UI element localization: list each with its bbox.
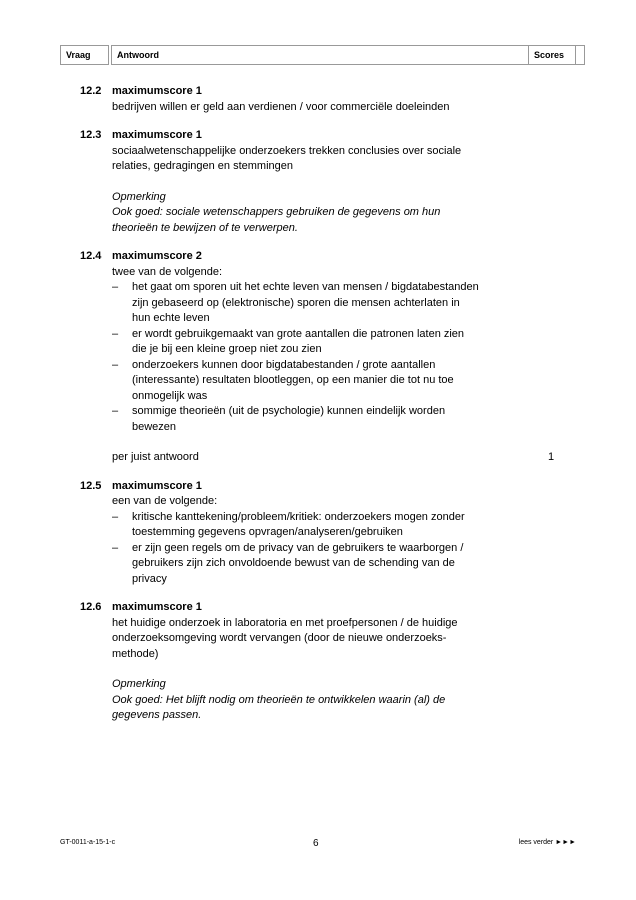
page-number: 6 <box>313 838 319 849</box>
answer-line: sociaalwetenschappelijke onderzoekers trekken conclusies over sociale <box>112 144 462 157</box>
answer-line: bedrijven willen er geld aan verdienen / voor commerciële doeleinden <box>112 100 450 113</box>
list-item: – het gaat om sporen uit het echte leven van mensen / bigdatabestanden zijn gebaseerd op (elektronische) sporen die mensen achterlaten in hun echte leven <box>112 280 532 327</box>
list-item: – er wordt gebruikgemaakt van grote aantallen die patronen laten zien die je bij een kleine groep niet zou zien <box>112 327 532 358</box>
list-item: – sommige theorieën (uit de psychologie) kunnen eindelijk worden bewezen <box>112 404 532 435</box>
note-line: Ook goed: Het blijft nodig om theorieën te ontwikkelen waarin (al) de <box>112 693 446 706</box>
points-value: 1 <box>548 451 555 463</box>
list-item: – kritische kanttekening/probleem/kritiek: onderzoekers mogen zonder toestemming gegevens opvragen/analyseren/gebruiken <box>112 510 532 541</box>
answer-line: het huidige onderzoek in laboratoria en met proefpersonen / de huidige <box>112 616 458 629</box>
answer-intro: een van de volgende: <box>112 495 218 507</box>
question-12-3 <box>0 128 636 236</box>
list-item-line: onmogelijk was <box>132 389 208 402</box>
list-item-line: gebruikers zijn zich onvoldoende bewust van de schending van de <box>132 557 455 569</box>
answer-line: relaties, gedragingen en stemmingen <box>112 160 294 172</box>
max-score: maximumscore 2 <box>112 250 202 262</box>
question-number: 12.5 <box>80 479 102 492</box>
list-item-line: er zijn geen regels om de privacy van de gebruikers te waarborgen / <box>132 541 464 554</box>
list-item-line: sommige theorieën (uit de psychologie) kunnen eindelijk worden <box>132 405 446 417</box>
continue-indicator: lees verder ►►► <box>518 839 576 846</box>
max-score: maximumscore 1 <box>112 479 202 492</box>
list-item-line: bewezen <box>132 420 177 433</box>
question-12-5 <box>0 479 636 588</box>
list-item-line: er wordt gebruikgemaakt van grote aantallen die patronen laten zien <box>132 327 465 340</box>
note-label: Opmerking <box>112 190 166 203</box>
note-line: theorieën te bewijzen of te verwerpen. <box>112 221 298 234</box>
question-12-6 <box>0 600 636 724</box>
answer-line: methode) <box>112 647 159 660</box>
list-item-line: kritische kanttekening/probleem/kritiek: onderzoekers mogen zonder <box>132 510 465 523</box>
answer-list <box>112 510 532 588</box>
answer-list <box>112 280 532 435</box>
max-score: maximumscore 1 <box>112 85 202 97</box>
note-line: gegevens passen. <box>112 709 202 721</box>
note-label: Opmerking <box>112 678 166 690</box>
question-12-4 <box>0 249 636 466</box>
question-number: 12.6 <box>80 601 102 613</box>
list-item-line: toestemming gegevens opvragen/analyseren/gebruiken <box>132 526 403 538</box>
list-item-line: privacy <box>132 572 167 585</box>
list-item-line: onderzoekers kunnen door bigdatabestanden / grote aantallen <box>132 358 436 371</box>
document-code: GT-0011-a-15-1-c <box>60 839 116 846</box>
list-item-line: (interessante) resultaten blootleggen, op een manier die tot nu toe <box>132 374 454 386</box>
page-footer <box>60 838 576 852</box>
question-12-2 <box>0 84 636 115</box>
list-item-line: hun echte leven <box>132 312 210 324</box>
list-item: – er zijn geen regels om de privacy van de gebruikers te waarborgen / gebruikers zijn zich onvoldoende bewust van de schending van de privacy <box>112 541 532 588</box>
question-number: 12.4 <box>80 250 102 262</box>
header-scores: Scores <box>528 45 576 65</box>
points-label: per juist antwoord <box>112 451 199 463</box>
question-number: 12.2 <box>80 85 102 97</box>
list-item-line: zijn gebaseerd op (elektronische) sporen die mensen achterlaten in <box>132 296 460 309</box>
answer-line: onderzoeksomgeving wordt vervangen (door de nieuwe onderzoeks- <box>112 632 447 644</box>
list-item: – onderzoekers kunnen door bigdatabestanden / grote aantallen (interessante) resultaten blootleggen, op een manier die tot nu toe onmogelijk was <box>112 358 532 405</box>
list-item-line: die je bij een kleine groep niet zou zien <box>132 343 322 355</box>
header-vraag: Vraag <box>60 45 109 65</box>
list-item-line: het gaat om sporen uit het echte leven van mensen / bigdatabestanden <box>132 281 479 293</box>
max-score: maximumscore 1 <box>112 601 202 613</box>
points-row <box>112 450 555 466</box>
table-header <box>60 45 576 67</box>
max-score: maximumscore 1 <box>112 129 202 141</box>
answer-key-content <box>0 84 636 737</box>
note-line: Ook goed: sociale wetenschappers gebruiken de gegevens om hun <box>112 206 441 218</box>
answer-intro: twee van de volgende: <box>112 265 223 278</box>
header-antwoord: Antwoord <box>111 45 585 65</box>
question-number: 12.3 <box>80 129 102 141</box>
